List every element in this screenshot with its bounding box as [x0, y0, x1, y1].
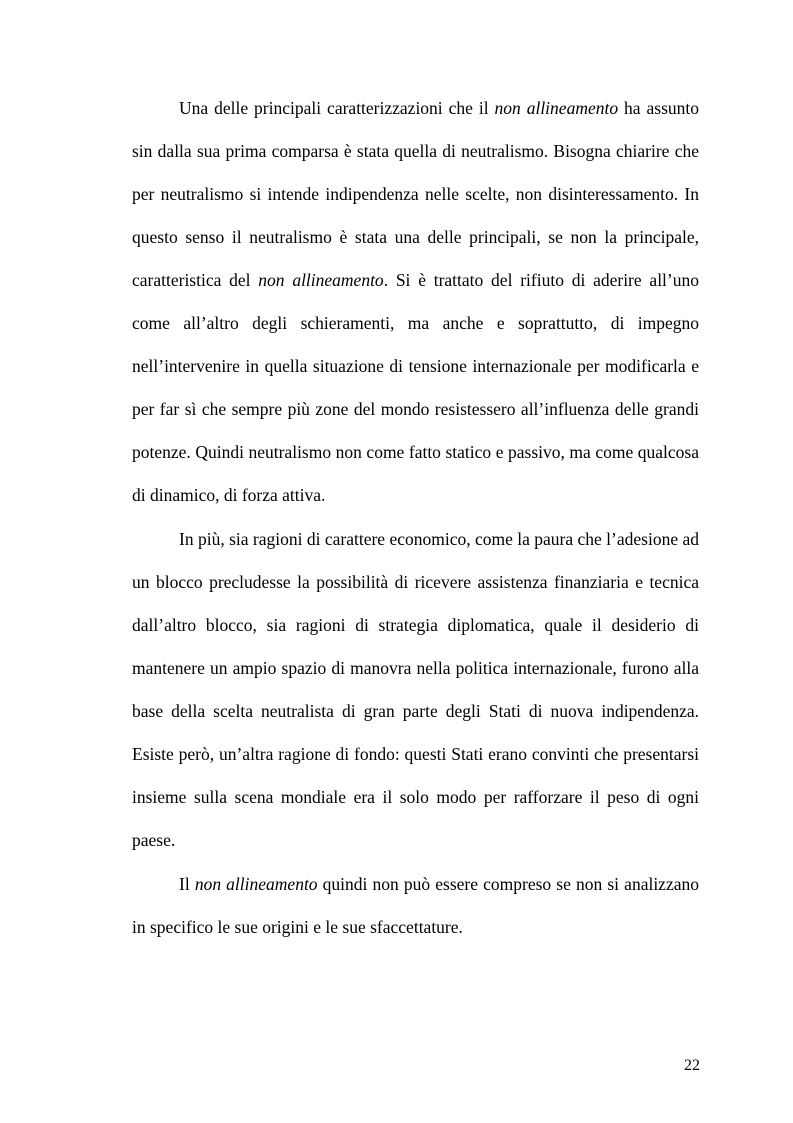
paragraph-2: In più, sia ragioni di carattere economico, come la paura che l’adesione ad un blocco precludesse la possibilità di ricevere assistenza finanziaria e tecnica dall’altro blocco, sia ragioni di strategia diplomatica, quale il desiderio di mantenere un ampio spazio di manovra nella politica internazionale, furono alla base della scelta neutralista di gran parte degli Stati di nuova indipendenza. Esiste però, un’altra ragione di fondo: questi Stati erano convinti che presentarsi insieme sulla scena mondiale era il solo modo per rafforzare il peso di ogni paese.: [132, 529, 699, 850]
italic-term: non allineamento: [194, 874, 318, 894]
page-number: 22: [684, 1057, 700, 1074]
body-text: [132, 87, 699, 949]
paragraph-1-text: Una delle principali caratterizzazioni che il: [179, 98, 495, 118]
paragraph-1: [132, 87, 699, 517]
paragraph-3-text: quindi non può essere compreso se non si analizzano in specifico le sue origini e le sue sfaccettature.: [132, 874, 699, 937]
paragraph-1-text: . Si è trattato del rifiuto di aderire all’uno come all’altro degli schieramenti, ma anche e soprattutto, di impegno nell’intervenire in quella situazione di tensione internazionale per modificarla e per far sì che sempre più zone del mondo resistessero all’influenza delle grandi potenze. Quindi neutralismo non come fatto statico e passivo, ma come qualcosa di dinamico, di forza attiva.: [132, 270, 699, 505]
paragraph-3: [132, 863, 699, 949]
paragraph-3-text: Il: [179, 874, 195, 894]
italic-term: non allineamento: [258, 270, 384, 290]
italic-term: non allineamento: [494, 98, 619, 118]
paragraph-1-text: ha assunto sin dalla sua prima comparsa è stata quella di neutralismo. Bisogna chiarire che per neutralismo si intende indipendenza nelle scelte, non disinteressamento. In questo senso il neutralismo è stata una delle principali, se non la principale, caratteristica del: [132, 98, 699, 290]
